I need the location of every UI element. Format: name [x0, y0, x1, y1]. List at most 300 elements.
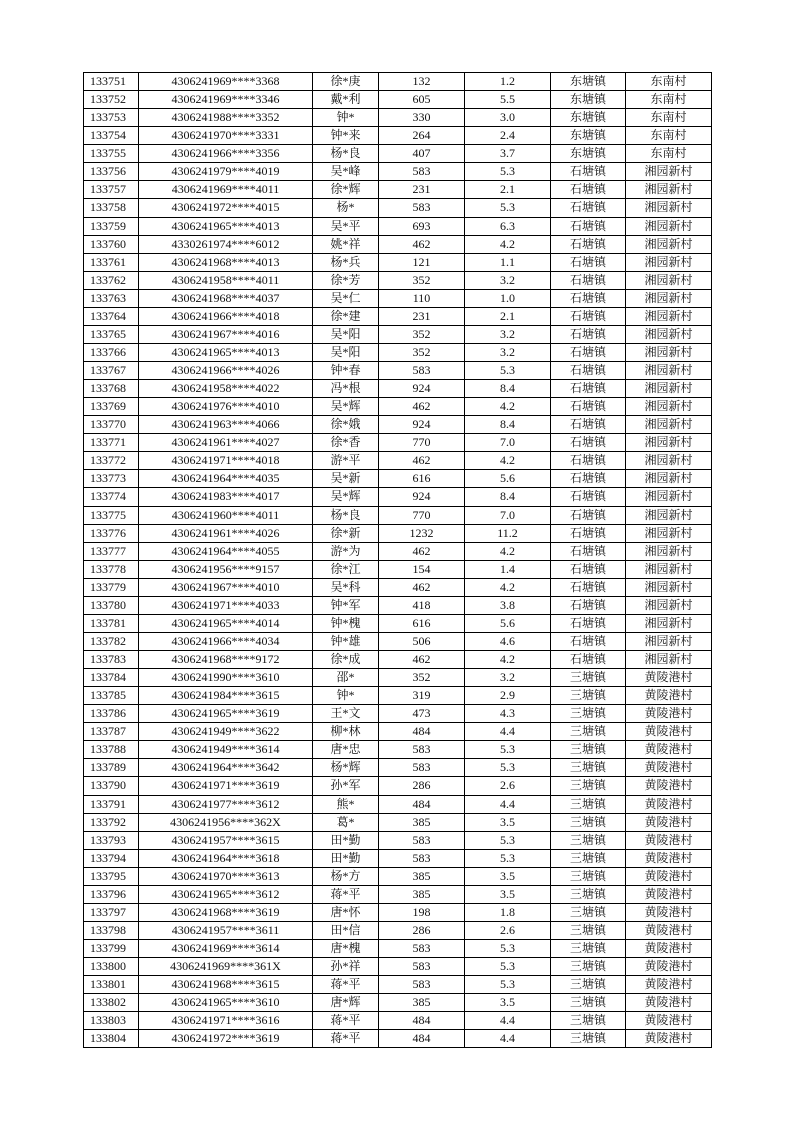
amount-cell: 462: [379, 542, 465, 560]
village-cell: 东南村: [626, 91, 712, 109]
amount-cell: 264: [379, 127, 465, 145]
record-number-cell: 133802: [84, 994, 139, 1012]
value-cell: 3.7: [465, 145, 551, 163]
name-cell: 徐*香: [313, 434, 379, 452]
table-row: [84, 307, 712, 325]
record-number-cell: 133783: [84, 651, 139, 669]
table-row: [84, 795, 712, 813]
town-cell: 石塘镇: [551, 380, 626, 398]
table-row: [84, 434, 712, 452]
name-cell: 田*勤: [313, 831, 379, 849]
name-cell: 田*信: [313, 921, 379, 939]
amount-cell: 352: [379, 669, 465, 687]
id-number-cell: 4306241964****3642: [139, 759, 313, 777]
town-cell: 东塘镇: [551, 73, 626, 91]
record-number-cell: 133781: [84, 614, 139, 632]
record-number-cell: 133799: [84, 940, 139, 958]
name-cell: 杨*良: [313, 506, 379, 524]
table-row: [84, 181, 712, 199]
table-row: [84, 325, 712, 343]
amount-cell: 583: [379, 831, 465, 849]
town-cell: 石塘镇: [551, 343, 626, 361]
table-row: [84, 542, 712, 560]
id-number-cell: 4306241964****3618: [139, 849, 313, 867]
village-cell: 湘园新村: [626, 651, 712, 669]
amount-cell: 1232: [379, 524, 465, 542]
town-cell: 三塘镇: [551, 903, 626, 921]
id-number-cell: 4306241965****3619: [139, 705, 313, 723]
name-cell: 徐*成: [313, 651, 379, 669]
id-number-cell: 4306241956****362X: [139, 813, 313, 831]
value-cell: 5.3: [465, 831, 551, 849]
id-number-cell: 4306241967****4010: [139, 578, 313, 596]
value-cell: 3.2: [465, 271, 551, 289]
name-cell: 徐*新: [313, 524, 379, 542]
town-cell: 石塘镇: [551, 416, 626, 434]
town-cell: 三塘镇: [551, 723, 626, 741]
village-cell: 黄陵港村: [626, 976, 712, 994]
value-cell: 5.3: [465, 199, 551, 217]
id-number-cell: 4306241972****4015: [139, 199, 313, 217]
amount-cell: 132: [379, 73, 465, 91]
amount-cell: 407: [379, 145, 465, 163]
amount-cell: 462: [379, 651, 465, 669]
village-cell: 湘园新村: [626, 253, 712, 271]
village-cell: 湘园新村: [626, 199, 712, 217]
value-cell: 5.3: [465, 940, 551, 958]
town-cell: 石塘镇: [551, 307, 626, 325]
id-number-cell: 4306241958****4022: [139, 380, 313, 398]
id-number-cell: 4306241976****4010: [139, 398, 313, 416]
record-number-cell: 133780: [84, 596, 139, 614]
amount-cell: 121: [379, 253, 465, 271]
value-cell: 6.3: [465, 217, 551, 235]
record-number-cell: 133772: [84, 452, 139, 470]
name-cell: 孙*祥: [313, 958, 379, 976]
amount-cell: 286: [379, 777, 465, 795]
village-cell: 黄陵港村: [626, 921, 712, 939]
name-cell: 徐*芳: [313, 271, 379, 289]
name-cell: 姚*祥: [313, 235, 379, 253]
record-number-cell: 133794: [84, 849, 139, 867]
village-cell: 黄陵港村: [626, 958, 712, 976]
town-cell: 三塘镇: [551, 795, 626, 813]
table-row: [84, 849, 712, 867]
table-row: [84, 253, 712, 271]
table-row: [84, 723, 712, 741]
record-number-cell: 133804: [84, 1030, 139, 1048]
town-cell: 石塘镇: [551, 253, 626, 271]
village-cell: 湘园新村: [626, 398, 712, 416]
name-cell: 钟*槐: [313, 614, 379, 632]
record-number-cell: 133763: [84, 289, 139, 307]
village-cell: 黄陵港村: [626, 723, 712, 741]
amount-cell: 319: [379, 687, 465, 705]
village-cell: 湘园新村: [626, 452, 712, 470]
id-number-cell: 4306241971****3619: [139, 777, 313, 795]
id-number-cell: 4306241957****3611: [139, 921, 313, 939]
table-row: [84, 903, 712, 921]
town-cell: 三塘镇: [551, 1012, 626, 1030]
id-number-cell: 4306241969****3368: [139, 73, 313, 91]
village-cell: 湘园新村: [626, 596, 712, 614]
name-cell: 钟*军: [313, 596, 379, 614]
value-cell: 4.6: [465, 632, 551, 650]
name-cell: 唐*槐: [313, 940, 379, 958]
id-number-cell: 4306241958****4011: [139, 271, 313, 289]
village-cell: 黄陵港村: [626, 741, 712, 759]
amount-cell: 583: [379, 976, 465, 994]
village-cell: 湘园新村: [626, 416, 712, 434]
amount-cell: 924: [379, 488, 465, 506]
town-cell: 石塘镇: [551, 217, 626, 235]
id-number-cell: 4306241971****4033: [139, 596, 313, 614]
name-cell: 钟*: [313, 687, 379, 705]
amount-cell: 506: [379, 632, 465, 650]
town-cell: 石塘镇: [551, 163, 626, 181]
value-cell: 4.2: [465, 398, 551, 416]
table-row: [84, 452, 712, 470]
town-cell: 石塘镇: [551, 289, 626, 307]
value-cell: 2.6: [465, 777, 551, 795]
table-row: [84, 940, 712, 958]
village-cell: 湘园新村: [626, 632, 712, 650]
table-row: [84, 921, 712, 939]
record-number-cell: 133775: [84, 506, 139, 524]
town-cell: 三塘镇: [551, 849, 626, 867]
name-cell: 王*文: [313, 705, 379, 723]
name-cell: 唐*辉: [313, 994, 379, 1012]
record-number-cell: 133770: [84, 416, 139, 434]
town-cell: 石塘镇: [551, 614, 626, 632]
amount-cell: 484: [379, 1012, 465, 1030]
value-cell: 4.4: [465, 1012, 551, 1030]
id-number-cell: 4306241969****3346: [139, 91, 313, 109]
name-cell: 蒋*平: [313, 976, 379, 994]
record-number-cell: 133795: [84, 867, 139, 885]
table-row: [84, 127, 712, 145]
name-cell: 吴*辉: [313, 398, 379, 416]
record-number-cell: 133765: [84, 325, 139, 343]
amount-cell: 462: [379, 452, 465, 470]
value-cell: 3.2: [465, 669, 551, 687]
id-number-cell: 4306241971****4018: [139, 452, 313, 470]
id-number-cell: 4306241966****4026: [139, 362, 313, 380]
value-cell: 5.3: [465, 849, 551, 867]
record-number-cell: 133779: [84, 578, 139, 596]
amount-cell: 385: [379, 813, 465, 831]
amount-cell: 605: [379, 91, 465, 109]
record-number-cell: 133759: [84, 217, 139, 235]
table-row: [84, 343, 712, 361]
name-cell: 杨*良: [313, 145, 379, 163]
village-cell: 湘园新村: [626, 542, 712, 560]
value-cell: 4.4: [465, 723, 551, 741]
id-number-cell: 4306241984****3615: [139, 687, 313, 705]
value-cell: 3.5: [465, 867, 551, 885]
id-number-cell: 4306241968****9172: [139, 651, 313, 669]
record-number-cell: 133754: [84, 127, 139, 145]
village-cell: 黄陵港村: [626, 831, 712, 849]
id-number-cell: 4306241961****4026: [139, 524, 313, 542]
table-row: [84, 831, 712, 849]
record-number-cell: 133755: [84, 145, 139, 163]
name-cell: 徐*辉: [313, 181, 379, 199]
id-number-cell: 4306241969****4011: [139, 181, 313, 199]
table-row: [84, 560, 712, 578]
id-number-cell: 4306241979****4019: [139, 163, 313, 181]
value-cell: 5.5: [465, 91, 551, 109]
town-cell: 三塘镇: [551, 777, 626, 795]
table-row: [84, 1030, 712, 1048]
village-cell: 黄陵港村: [626, 687, 712, 705]
record-number-cell: 133774: [84, 488, 139, 506]
value-cell: 5.3: [465, 741, 551, 759]
table-row: [84, 271, 712, 289]
id-number-cell: 4306241968****4037: [139, 289, 313, 307]
record-number-cell: 133752: [84, 91, 139, 109]
amount-cell: 231: [379, 307, 465, 325]
record-number-cell: 133764: [84, 307, 139, 325]
village-cell: 黄陵港村: [626, 903, 712, 921]
village-cell: 东南村: [626, 109, 712, 127]
name-cell: 柳*林: [313, 723, 379, 741]
record-number-cell: 133766: [84, 343, 139, 361]
record-number-cell: 133756: [84, 163, 139, 181]
table-row: [84, 958, 712, 976]
town-cell: 石塘镇: [551, 560, 626, 578]
record-number-cell: 133767: [84, 362, 139, 380]
village-cell: 湘园新村: [626, 506, 712, 524]
table-row: [84, 578, 712, 596]
name-cell: 唐*忠: [313, 741, 379, 759]
town-cell: 三塘镇: [551, 741, 626, 759]
id-number-cell: 4306241972****3619: [139, 1030, 313, 1048]
id-number-cell: 4306241949****3614: [139, 741, 313, 759]
amount-cell: 352: [379, 271, 465, 289]
table-row: [84, 867, 712, 885]
table-row: [84, 777, 712, 795]
amount-cell: 770: [379, 434, 465, 452]
value-cell: 2.6: [465, 921, 551, 939]
record-number-cell: 133787: [84, 723, 139, 741]
value-cell: 8.4: [465, 488, 551, 506]
village-cell: 黄陵港村: [626, 669, 712, 687]
table-row: [84, 524, 712, 542]
village-cell: 黄陵港村: [626, 705, 712, 723]
name-cell: 吴*辉: [313, 488, 379, 506]
table-row: [84, 976, 712, 994]
name-cell: 吴*平: [313, 217, 379, 235]
value-cell: 2.4: [465, 127, 551, 145]
amount-cell: 385: [379, 994, 465, 1012]
name-cell: 吴*阳: [313, 325, 379, 343]
town-cell: 石塘镇: [551, 506, 626, 524]
table-row: [84, 506, 712, 524]
town-cell: 三塘镇: [551, 813, 626, 831]
town-cell: 石塘镇: [551, 542, 626, 560]
id-number-cell: 4306241965****4013: [139, 217, 313, 235]
record-number-cell: 133796: [84, 885, 139, 903]
value-cell: 8.4: [465, 416, 551, 434]
village-cell: 湘园新村: [626, 560, 712, 578]
record-number-cell: 133793: [84, 831, 139, 849]
name-cell: 游*平: [313, 452, 379, 470]
town-cell: 三塘镇: [551, 885, 626, 903]
town-cell: 东塘镇: [551, 145, 626, 163]
table-row: [84, 163, 712, 181]
table-row: [84, 362, 712, 380]
amount-cell: 484: [379, 1030, 465, 1048]
name-cell: 游*为: [313, 542, 379, 560]
id-number-cell: 4306241968****3619: [139, 903, 313, 921]
village-cell: 湘园新村: [626, 343, 712, 361]
town-cell: 三塘镇: [551, 994, 626, 1012]
table-row: [84, 994, 712, 1012]
amount-cell: 484: [379, 723, 465, 741]
value-cell: 4.2: [465, 235, 551, 253]
id-number-cell: 4306241971****3616: [139, 1012, 313, 1030]
amount-cell: 286: [379, 921, 465, 939]
id-number-cell: 4306241956****9157: [139, 560, 313, 578]
village-cell: 湘园新村: [626, 470, 712, 488]
id-number-cell: 4306241963****4066: [139, 416, 313, 434]
amount-cell: 231: [379, 181, 465, 199]
village-cell: 湘园新村: [626, 271, 712, 289]
record-number-cell: 133769: [84, 398, 139, 416]
record-number-cell: 133785: [84, 687, 139, 705]
town-cell: 三塘镇: [551, 687, 626, 705]
value-cell: 3.8: [465, 596, 551, 614]
amount-cell: 330: [379, 109, 465, 127]
amount-cell: 385: [379, 885, 465, 903]
name-cell: 熊*: [313, 795, 379, 813]
name-cell: 葛*: [313, 813, 379, 831]
name-cell: 蒋*平: [313, 1012, 379, 1030]
name-cell: 钟*来: [313, 127, 379, 145]
record-number-cell: 133798: [84, 921, 139, 939]
record-number-cell: 133771: [84, 434, 139, 452]
town-cell: 三塘镇: [551, 705, 626, 723]
amount-cell: 462: [379, 235, 465, 253]
id-number-cell: 4306241969****3614: [139, 940, 313, 958]
id-number-cell: 4306241966****4018: [139, 307, 313, 325]
value-cell: 11.2: [465, 524, 551, 542]
value-cell: 4.2: [465, 651, 551, 669]
name-cell: 徐*娥: [313, 416, 379, 434]
record-number-cell: 133782: [84, 632, 139, 650]
table-body: [84, 73, 712, 1048]
value-cell: 3.5: [465, 885, 551, 903]
town-cell: 石塘镇: [551, 199, 626, 217]
town-cell: 东塘镇: [551, 127, 626, 145]
data-table: [83, 72, 712, 1048]
village-cell: 湘园新村: [626, 307, 712, 325]
id-number-cell: 4306241965****4014: [139, 614, 313, 632]
village-cell: 湘园新村: [626, 163, 712, 181]
record-number-cell: 133801: [84, 976, 139, 994]
id-number-cell: 4306241983****4017: [139, 488, 313, 506]
value-cell: 1.0: [465, 289, 551, 307]
record-number-cell: 133791: [84, 795, 139, 813]
village-cell: 湘园新村: [626, 524, 712, 542]
town-cell: 三塘镇: [551, 921, 626, 939]
id-number-cell: 4306241968****4013: [139, 253, 313, 271]
name-cell: 吴*新: [313, 470, 379, 488]
record-number-cell: 133786: [84, 705, 139, 723]
town-cell: 东塘镇: [551, 91, 626, 109]
village-cell: 黄陵港村: [626, 759, 712, 777]
record-number-cell: 133762: [84, 271, 139, 289]
village-cell: 湘园新村: [626, 578, 712, 596]
table-row: [84, 488, 712, 506]
name-cell: 杨*辉: [313, 759, 379, 777]
name-cell: 杨*: [313, 199, 379, 217]
village-cell: 湘园新村: [626, 488, 712, 506]
value-cell: 7.0: [465, 434, 551, 452]
village-cell: 黄陵港村: [626, 885, 712, 903]
table-row: [84, 217, 712, 235]
record-number-cell: 133784: [84, 669, 139, 687]
id-number-cell: 4306241966****4034: [139, 632, 313, 650]
amount-cell: 616: [379, 614, 465, 632]
value-cell: 5.3: [465, 163, 551, 181]
table-row: [84, 398, 712, 416]
id-number-cell: 4306241969****361X: [139, 958, 313, 976]
name-cell: 蒋*平: [313, 885, 379, 903]
town-cell: 石塘镇: [551, 632, 626, 650]
name-cell: 徐*建: [313, 307, 379, 325]
amount-cell: 352: [379, 343, 465, 361]
table-row: [84, 91, 712, 109]
amount-cell: 462: [379, 398, 465, 416]
table-row: [84, 416, 712, 434]
table-row: [84, 614, 712, 632]
town-cell: 石塘镇: [551, 651, 626, 669]
village-cell: 黄陵港村: [626, 940, 712, 958]
name-cell: 徐*江: [313, 560, 379, 578]
town-cell: 石塘镇: [551, 470, 626, 488]
amount-cell: 583: [379, 741, 465, 759]
id-number-cell: 4306241965****3610: [139, 994, 313, 1012]
village-cell: 湘园新村: [626, 289, 712, 307]
village-cell: 黄陵港村: [626, 994, 712, 1012]
value-cell: 5.3: [465, 362, 551, 380]
village-cell: 黄陵港村: [626, 1030, 712, 1048]
amount-cell: 583: [379, 199, 465, 217]
amount-cell: 583: [379, 163, 465, 181]
village-cell: 黄陵港村: [626, 849, 712, 867]
value-cell: 3.2: [465, 325, 551, 343]
id-number-cell: 4306241964****4055: [139, 542, 313, 560]
amount-cell: 154: [379, 560, 465, 578]
table-row: [84, 199, 712, 217]
id-number-cell: 4306241960****4011: [139, 506, 313, 524]
value-cell: 4.2: [465, 452, 551, 470]
table-row: [84, 759, 712, 777]
value-cell: 2.9: [465, 687, 551, 705]
id-number-cell: 4306241988****3352: [139, 109, 313, 127]
id-number-cell: 4306241967****4016: [139, 325, 313, 343]
name-cell: 戴*利: [313, 91, 379, 109]
amount-cell: 418: [379, 596, 465, 614]
value-cell: 5.3: [465, 976, 551, 994]
name-cell: 邵*: [313, 669, 379, 687]
amount-cell: 352: [379, 325, 465, 343]
value-cell: 7.0: [465, 506, 551, 524]
town-cell: 石塘镇: [551, 596, 626, 614]
amount-cell: 583: [379, 940, 465, 958]
